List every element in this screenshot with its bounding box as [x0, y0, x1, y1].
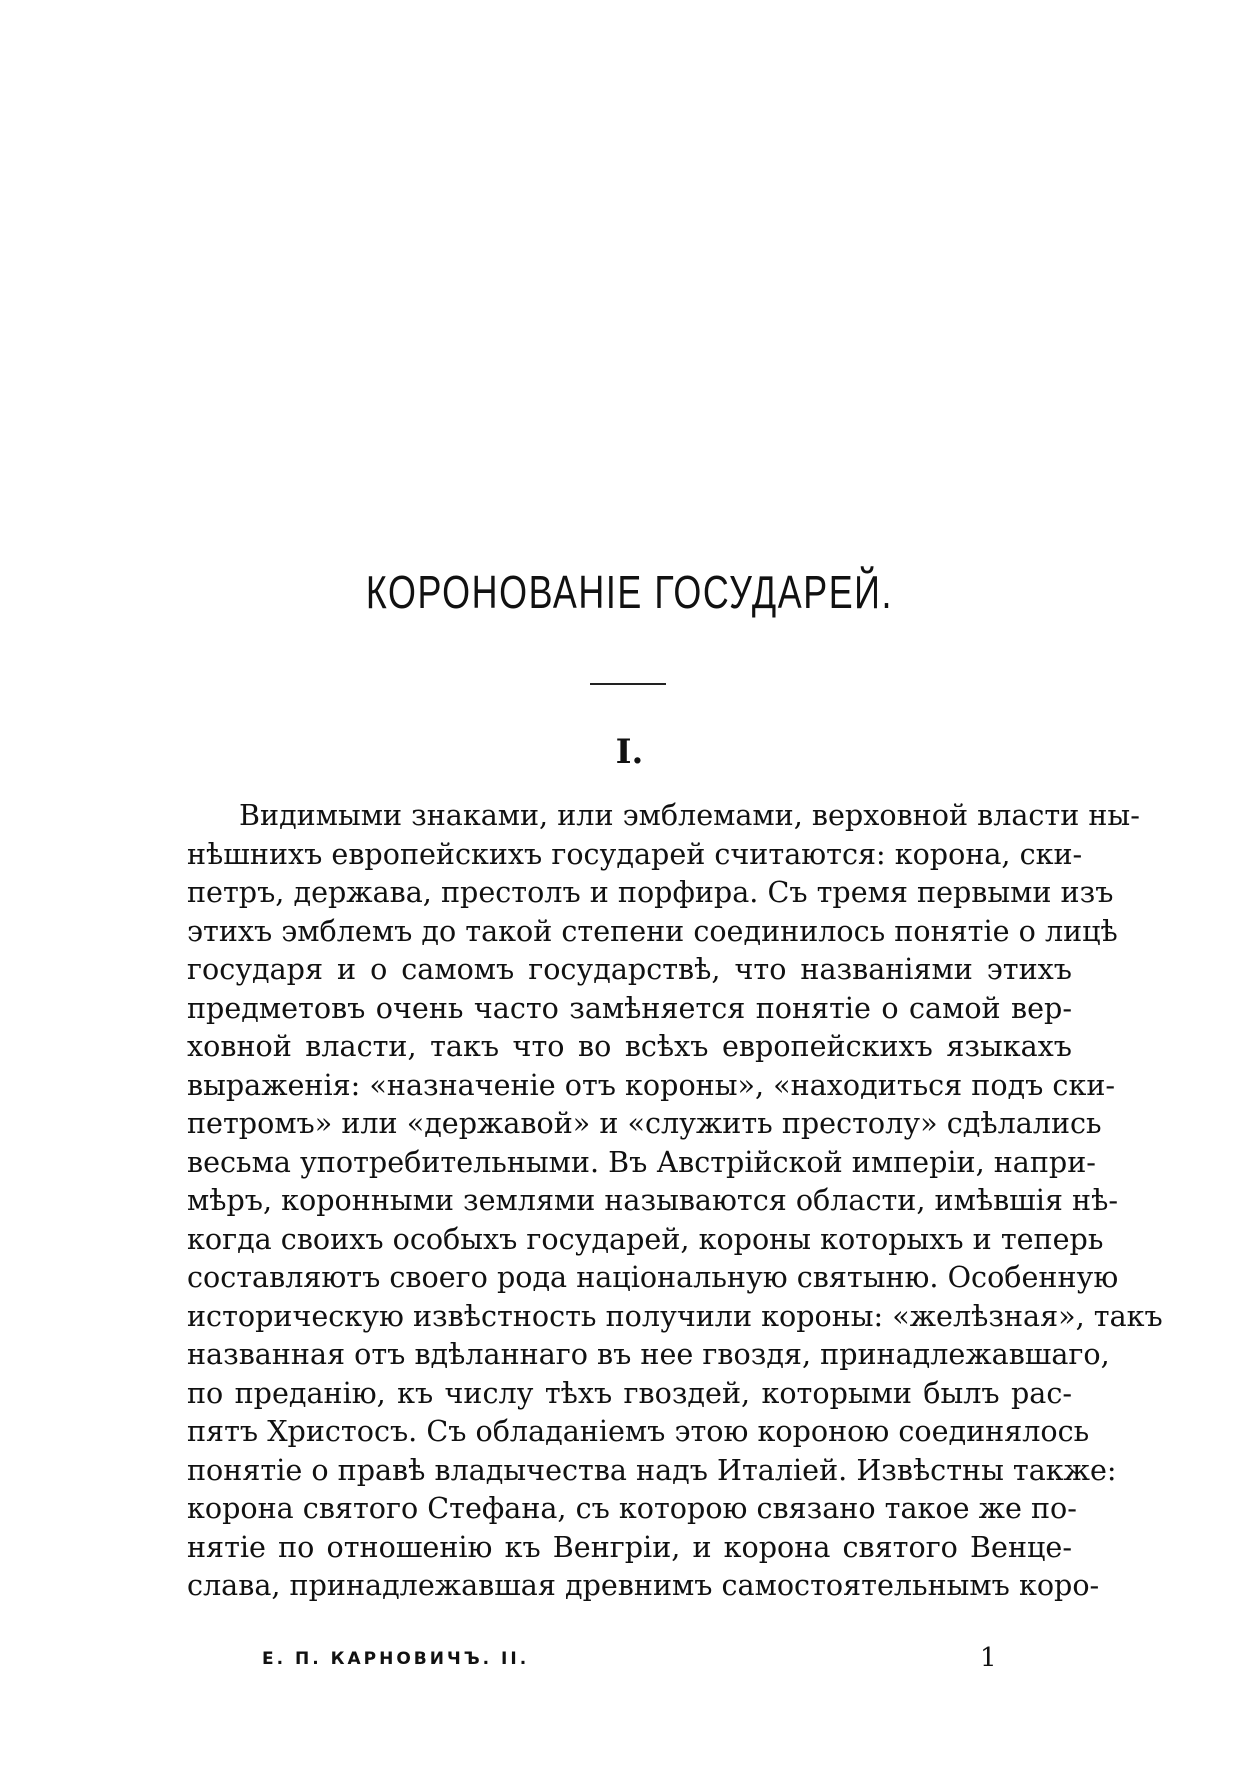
- text-line: пятъ Христосъ. Съ обладаніемъ этою короною соединялось: [187, 1414, 1090, 1448]
- text-line: слава, принадлежавшая древнимъ самостоятельнымъ коро-: [187, 1568, 1100, 1602]
- text-line: выраженія: «назначеніе отъ короны», «находиться подъ ски-: [187, 1067, 1116, 1102]
- text-line: понятіе о правѣ владычества надъ Италіей. Извѣстны также:: [187, 1452, 1117, 1487]
- text-line: по преданію, къ числу тѣхъ гвоздей, которыми былъ рас-: [187, 1375, 1072, 1410]
- body-text: [187, 796, 1163, 1605]
- text-line: названная отъ вдѣланнаго въ нее гвоздя, принадлежавшаго,: [187, 1337, 1110, 1371]
- page-number: 1: [980, 1643, 997, 1673]
- chapter-title: КОРОНОВАНІЕ ГОСУДАРЕЙ.: [365, 566, 894, 618]
- text-line: петромъ» или «державой» и «служить престолу» сдѣлались: [187, 1106, 1102, 1140]
- text-line: мѣръ, коронными землями называются области, имѣвшія нѣ-: [187, 1183, 1119, 1217]
- text-line: предметовъ очень часто замѣняется понятіе о самой вер-: [187, 990, 1072, 1025]
- text-line: корона святого Стефана, съ которою связано такое же по-: [187, 1491, 1077, 1525]
- text-line: государя и о самомъ государствѣ, что названіями этихъ: [187, 952, 1072, 986]
- text-line: этихъ эмблемъ до такой степени соединилось понятіе о лицѣ: [187, 913, 1118, 948]
- text-line: составляютъ своего рода національную святыню. Особенную: [187, 1260, 1119, 1294]
- text-line: Видимыми знаками, или эмблемами, верховной власти ны-: [239, 798, 1140, 832]
- text-line: нѣшнихъ европейскихъ государей считаются: корона, ски-: [187, 836, 1083, 871]
- section-number: I.: [615, 732, 644, 772]
- title-divider: [590, 683, 666, 685]
- text-line: весьма употребительными. Въ Австрійской имперіи, напри-: [187, 1144, 1096, 1179]
- text-line: ховной власти, такъ что во всѣхъ европейскихъ языкахъ: [187, 1029, 1072, 1063]
- text-line: когда своихъ особыхъ государей, короны которыхъ и теперь: [187, 1221, 1104, 1256]
- text-line: нятіе по отношенію къ Венгріи, и корона святого Венце-: [187, 1529, 1072, 1564]
- text-line: петръ, держава, престолъ и порфира. Съ тремя первыми изъ: [187, 875, 1114, 909]
- footer-signature: Е. П. КАРНОВИЧЪ. II.: [262, 1649, 530, 1669]
- text-line: историческую извѣстность получили короны: «желѣзная», такъ: [187, 1298, 1163, 1333]
